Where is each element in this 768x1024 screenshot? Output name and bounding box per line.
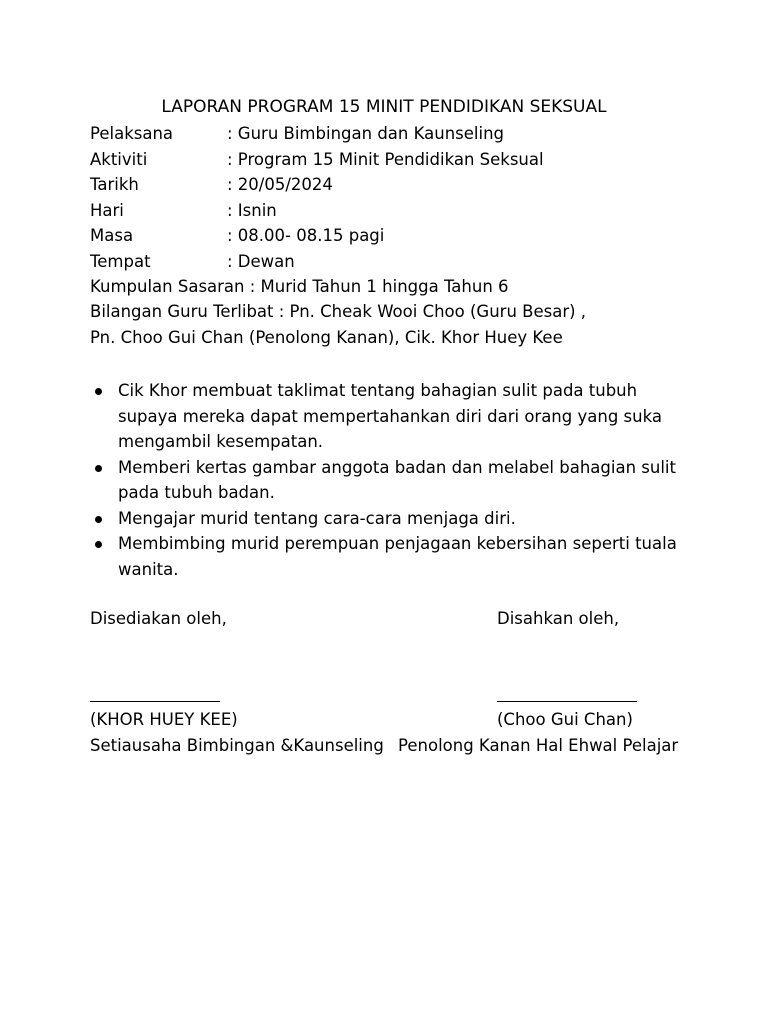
list-item — [0, 506, 678, 532]
field-row-masa — [90, 223, 384, 248]
bullet-icon — [95, 388, 102, 395]
field-label: Hari — [90, 201, 124, 220]
field-value: : 08.00- 08.15 pagi — [227, 226, 385, 245]
field-row-tarikh — [90, 172, 333, 197]
list-item-text: Cik Khor membuat taklimat tentang bahagian sulit pada tubuh supaya mereka dapat mempertahankan diri dari orang yang suka mengambil kesempatan. — [118, 381, 662, 451]
approved-signature-line — [497, 701, 637, 703]
field-row-aktiviti — [90, 147, 544, 172]
field-row-hari — [90, 198, 277, 223]
teachers-line-2: Pn. Choo Gui Chan (Penolong Kanan), Cik. Khor Huey Kee — [90, 328, 563, 347]
field-label: Masa — [90, 226, 134, 245]
list-item — [0, 455, 678, 506]
document-title: LAPORAN PROGRAM 15 MINIT PENDIDIKAN SEKSUAL — [161, 97, 607, 117]
field-value: : Guru Bimbingan dan Kaunseling — [227, 124, 505, 143]
prepared-by-heading: Disediakan oleh, — [90, 609, 227, 628]
field-label: Pelaksana — [90, 124, 174, 143]
activity-bullet-list — [0, 378, 768, 582]
prepared-by-position: Setiausaha Bimbingan &Kaunseling — [90, 736, 384, 755]
field-value: : 20/05/2024 — [227, 175, 333, 194]
approved-by-name: (Choo Gui Chan) — [497, 710, 633, 729]
field-value: : Isnin — [227, 201, 277, 220]
field-row-tempat — [90, 249, 295, 274]
prepared-by-name: (KHOR HUEY KEE) — [90, 710, 238, 729]
field-label: Aktiviti — [90, 150, 148, 169]
approved-by-position: Penolong Kanan Hal Ehwal Pelajar — [398, 736, 679, 755]
target-group-line: Kumpulan Sasaran : Murid Tahun 1 hingga Tahun 6 — [90, 277, 509, 296]
field-value: : Program 15 Minit Pendidikan Seksual — [227, 150, 544, 169]
bullet-icon — [95, 541, 102, 548]
bullet-icon — [95, 465, 102, 472]
approved-by-heading: Disahkan oleh, — [497, 609, 620, 628]
field-label: Tarikh — [90, 175, 139, 194]
field-value: : Dewan — [227, 252, 295, 271]
teachers-line-1: Bilangan Guru Terlibat : Pn. Cheak Wooi Choo (Guru Besar) , — [90, 302, 587, 321]
list-item — [0, 531, 678, 582]
list-item-text: Memberi kertas gambar anggota badan dan melabel bahagian sulit pada tubuh badan. — [118, 457, 676, 502]
list-item — [0, 378, 678, 455]
prepared-signature-line — [90, 701, 220, 703]
bullet-icon — [95, 516, 102, 523]
field-row-pelaksana — [90, 121, 504, 146]
list-item-text: Membimbing murid perempuan penjagaan kebersihan seperti tuala wanita. — [118, 534, 677, 579]
list-item-text: Mengajar murid tentang cara-cara menjaga diri. — [118, 508, 516, 528]
field-label: Tempat — [90, 252, 151, 271]
